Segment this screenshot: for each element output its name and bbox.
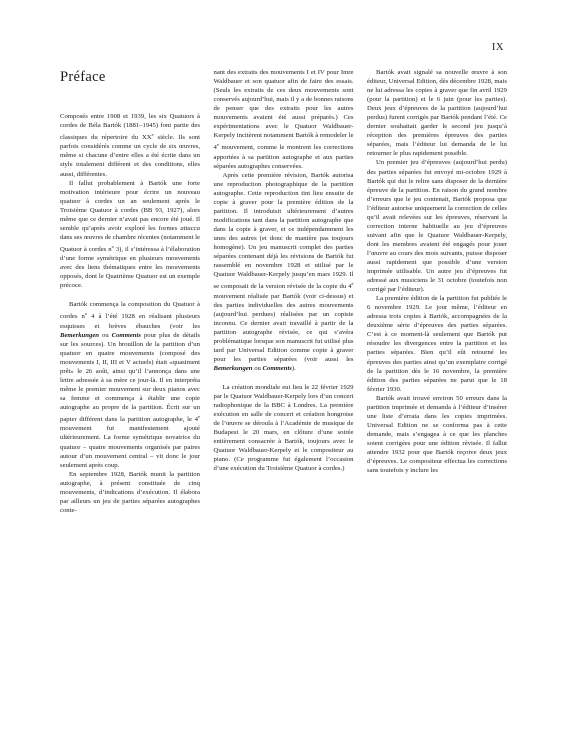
paragraph: Il fallut probablement à Bartók une forte motivation intérieure pour écrire un nouveau quatuor à cordes un an seulement après le Troisième Quatuor à cordes (BB 93, 1927), alors même que ce dernier n’avait pas encore été joué. Il semble qu’après avoir exploré les formes attacca dans ses œuvres de chambre récentes (notamment le Quatuor à cordes $n^o$ 3), il s’intéressa à l’élaboration d’une forme symétrique en plusieurs mouvements avec des liens thématiques entre les mouvements opposés, dont le Quatrième Quatuor est un exemple précoce. [60, 179, 200, 290]
paragraph: Après cette première révision, Bartók autorisa une reproduction photographique de la partition autographe. Cette reproduction tint lieu ensuite de copie à graver pour la première édition de la partition. Il introduisit ultérieurement d’autres modifications tant dans la partition autographe que dans la copie à graver, et ce indépendamment les unes des autres (et donc de manière pas toujours homogène). Un jeu manuscrit complet des parties séparées contenant déjà les révisions de Bartók fut rassemblé en novembre 1928 et utilisé par le Quatuor Waldbauer-Kerpely jusqu’en mars 1929. Il se composait de la version révisée de la copie du 4e mouvement réalisée par Bartók (voir ci-dessus) et des parties individuelles des autres mouvements (aujourd’hui perdues) réalisées par un copiste inconnu. Ce dernier avait travaillé à partir de la partition autographe révisée, ce qui s’avéra problématique lorsque son manuscrit fut utilisé plus tard par Universal Edition comme copie à graver pour les parties séparées (voir aussi les Bemerkungen ou Comments). [213, 171, 354, 372]
paragraph: Bartók commença la composition du Quatuor à cordes $n^o$ 4 à l’été 1928 en réalisant plusieurs esquisses et brèves ébauches (voir les Bemerkungen ou Comments pour plus de détails sur les sources). Un brouillon de la partition d’un quatuor en quatre mouvements (composé des mouvements I, II, III et V actuels) était «quasiment prêt» le 26 août, ainsi qu’il l’annonça dans une lettre adressée à sa mère ce jour-là. Il en interpréta même le premier mouvement sur deux pianos avec sa femme et commença à établir une copie autographe au propre de la partition. Écrit sur un papier différent dans la partition autographe, le 4e mouvement fut manifestement ajouté ultérieurement. La forme symétrique novatrice du quatuor – quatre mouvements organisés par paires autour d’un mouvement central – vit donc le jour seulement après coup. [60, 301, 200, 469]
paragraph: Un premier jeu d’épreuves (aujourd’hui perdu) des parties séparées fut envoyé mi-octobre 1929 à Bartók qui dut le relire sans disposer de la dernière épreuve de la partition. En raison du grand nombre d’erreurs que le jeu contenait, Bartók proposa que l’éditeur autorise uniquement la correction de celles qu’il avait relevées sur les épreuves, réservant la correction interne habituelle au jeu d’épreuves suivant afin que le Quatuor Waldbauer-Kerpely, dont les membres avaient été engagés pour jouer l’œuvre au cours des mois suivants, puisse disposer aussi rapidement que possible d’une version imprimée utilisable. Un autre jeu d’épreuves fut adressé aux musiciens le 31 octobre (toutefois non corrigé par l’éditeur). [367, 159, 507, 294]
column-2 [214, 68, 354, 740]
paragraph: La création mondiale eut lieu le 22 février 1929 par le Quatuor Waldbauer-Kerpely lors d’un concert radiophonique de la BBC à Londres. La première exécution en salle de concert et création hongroise de l’œuvre se déroula à l’Académie de musique de Budapest le 20 mars, en clôture d’une soirée entièrement consacrée à Bartók, toujours avec le Quatuor Waldbauer-Kerpely et le compositeur au piano. (Ce programme fut également l’occasion d’une exécution du Troisième Quatuor à cordes.) [213, 384, 354, 473]
paragraph: Composés entre 1908 et 1939, les six Quatuors à cordes de Béla Bartók (1881–1945) font partie des classiques du répertoire du XXe siècle. Ils sont parfois considérés comme un cycle de six œuvres, même si chacune d’entre elles a été écrite dans un style totalement différent et des conditions, elles aussi, différentes. [60, 113, 200, 178]
paragraph: nant des extraits des mouvements I et IV pour Imre Waldbauer et son quatuor afin de faire des essais. (Seuls les extraits de ces deux mouvements sont conservés aujourd’hui, mais il y a de bonnes raisons de penser que des extraits pour les autres mouvements avaient été aussi préparés.) Ces expérimentations avec le Quatuor Waldbauer-Kerpely incitèrent notamment Bartók à remodeler le 4e mouvement, comme le montrent les corrections apportées à sa partition autographe et aux parties séparées autographes conservées. [213, 69, 354, 170]
column-3 [367, 68, 507, 740]
paragraph: En septembre 1928, Bartók munit la partition autographe, à présent constituée de cinq mouvements, d’indications d’exécution. Il élabora par ailleurs un jeu de parties séparées autographes conte- [60, 470, 200, 514]
column-1 [60, 68, 200, 740]
page-title: Préface [60, 69, 106, 85]
paragraph: Bartók avait trouvé environ 50 erreurs dans la partition imprimée et demanda à l’éditeur d’insérer une liste d’errata dans les copies imprimées. Universal Edition ne se conforma pas à cette demande, mais s’engagea à ce que les planches soient corrigées pour une édition révisée. Il fallut attendre 1932 pour que Bartók reçoive deux jeux d’épreuves. Le compositeur effectua les corrections sans toutefois y inclure les [367, 394, 507, 475]
page-number: IX [491, 42, 504, 53]
text-columns [60, 68, 507, 740]
paragraph: La première édition de la partition fut publiée le 6 novembre 1929. Le jour même, l’éditeur en adressa trois copies à Bartók, accompagnées de la deuxième série d’épreuves des parties séparées. C’est à ce moment-là seulement que Bartók put résoudre les divergences entre la partition et les parties séparées. Bien qu’il eût retourné les épreuves des parties ainsi qu’un exemplaire corrigé de la partition dès le 16 novembre, la première édition des parties séparées ne parut que le 18 février 1930. [367, 295, 507, 393]
paragraph: Bartók avait signalé sa nouvelle œuvre à son éditeur, Universal Edition, dès décembre 1928, mais ne lui adressa les copies à graver que fin avril 1929 (pour la partition) et le 6 juin (pour les parties). Deux jeux d’épreuves de la partition (aujourd’hui perdus) furent corrigés par Bartók pendant l’été. Ce dernier souhaitait garder le second jeu jusqu’à réception des premières épreuves des parties séparées, mais l’éditeur lui demanda de le lui retourner le plus rapidement possible. [367, 69, 507, 158]
